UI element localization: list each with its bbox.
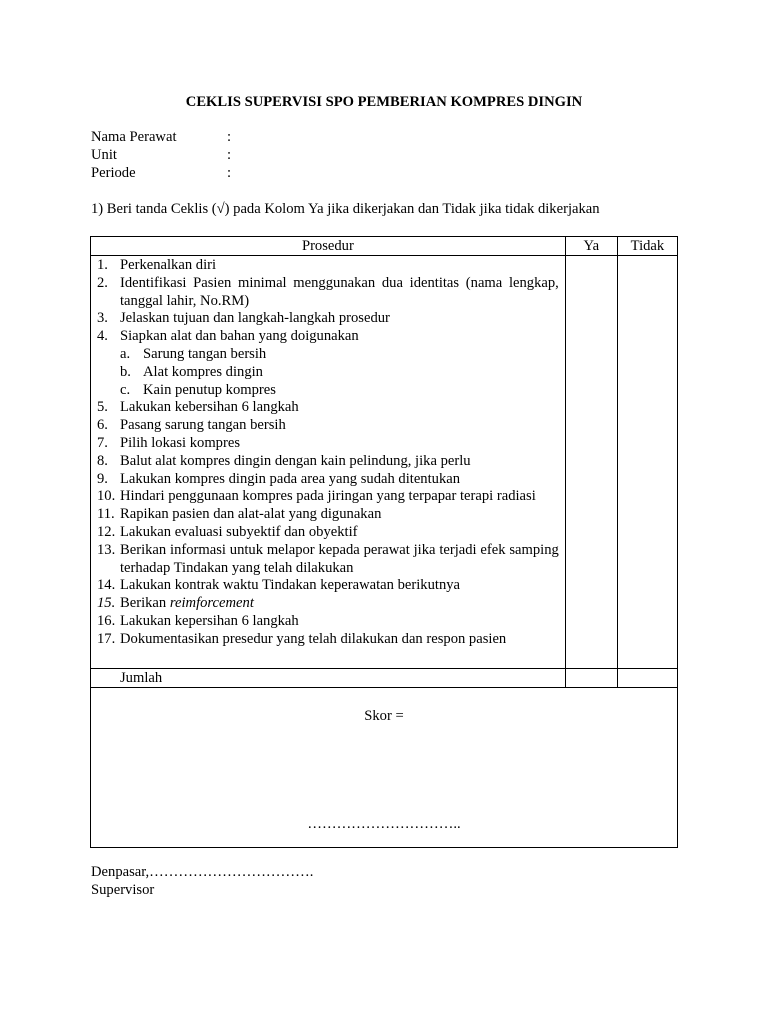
step-text: Rapikan pasien dan alat-alat yang digunakan — [120, 506, 382, 523]
procedure-step — [91, 488, 565, 506]
no-check-cell[interactable] — [617, 256, 677, 669]
step-text: Lakukan kebersihan 6 langkah — [120, 399, 299, 416]
step-number: 7. — [97, 434, 108, 451]
step-text: Sarung tangan bersih — [143, 345, 267, 362]
step-text: Lakukan kepersihan 6 langkah — [120, 612, 299, 629]
score-label: Skor = — [364, 707, 404, 724]
step-number: 14. — [97, 577, 116, 594]
info-separator: : — [227, 147, 232, 163]
procedure-step — [91, 471, 565, 489]
step-text: Dokumentasikan presedur yang telah dilakukan dan respon pasien — [120, 630, 507, 647]
step-text: Identifikasi Pasien minimal menggunakan dua identitas (nama lengkap, tanggal lahir, No.RM) — [120, 274, 559, 309]
step-number: 11. — [97, 506, 115, 523]
procedure-step — [91, 577, 565, 595]
step-text: Pasang sarung tangan bersih — [120, 417, 286, 434]
signature-block — [91, 863, 313, 899]
step-text: Berikan — [120, 595, 170, 612]
score-row — [91, 687, 678, 847]
procedure-step — [91, 310, 565, 328]
step-number: 13. — [97, 541, 116, 558]
procedure-step — [91, 435, 565, 453]
total-yes-cell[interactable] — [565, 668, 617, 687]
procedure-cell — [91, 256, 566, 669]
info-row-unit — [91, 146, 231, 164]
supervisor-label: Supervisor — [91, 882, 155, 898]
step-number: 9. — [97, 470, 108, 487]
info-row-periode — [91, 164, 231, 182]
step-number: b. — [120, 363, 131, 380]
step-text-italic: reimforcement — [169, 595, 254, 612]
step-number: 3. — [97, 310, 108, 327]
step-number: c. — [120, 381, 131, 398]
step-text: Jelaskan tujuan dan langkah-langkah prosedur — [120, 310, 390, 327]
step-number: 8. — [97, 452, 108, 469]
procedure-step — [91, 542, 565, 578]
info-section — [91, 128, 231, 182]
step-text: Balut alat kompres dingin dengan kain pelindung, jika perlu — [120, 452, 471, 469]
step-number: 4. — [97, 328, 108, 345]
total-label: Jumlah — [91, 668, 566, 687]
procedure-step — [91, 613, 565, 631]
step-number: 15. — [97, 595, 116, 612]
header-procedure: Prosedur — [91, 237, 566, 256]
document-title: CEKLIS SUPERVISI SPO PEMBERIAN KOMPRES DINGIN — [185, 94, 583, 110]
step-text: Alat kompres dingin — [143, 363, 263, 380]
procedure-step — [91, 453, 565, 471]
step-text: Pilih lokasi kompres — [120, 434, 240, 451]
step-text: Lakukan kontrak waktu Tindakan keperawatan berikutnya — [120, 577, 461, 594]
procedure-substep — [91, 346, 565, 364]
table-header-row — [91, 237, 678, 256]
instruction-text: 1) Beri tanda Ceklis (√) pada Kolom Ya jika dikerjakan dan Tidak jika tidak dikerjakan — [91, 201, 600, 217]
step-text: Lakukan kompres dingin pada area yang sudah ditentukan — [120, 470, 461, 487]
procedure-step — [91, 595, 565, 613]
procedure-steps-list — [91, 256, 565, 668]
total-row — [91, 668, 678, 687]
info-separator: : — [227, 129, 232, 145]
procedure-row — [91, 256, 678, 669]
procedure-step — [91, 275, 565, 311]
score-signature-line: ………………………….. — [307, 815, 461, 832]
step-number: 16. — [97, 612, 116, 629]
info-separator: : — [227, 165, 232, 181]
procedure-step — [91, 524, 565, 542]
total-no-cell[interactable] — [617, 668, 677, 687]
step-text: Berikan informasi untuk melapor kepada perawat jika terjadi efek samping terhadap Tindakan yang telah dilakukan — [120, 541, 559, 576]
step-number: 12. — [97, 523, 116, 540]
procedure-step — [91, 328, 565, 346]
info-label: Periode — [91, 165, 136, 181]
procedure-step — [91, 257, 565, 275]
info-label: Nama Perawat — [91, 129, 177, 145]
place-date-line: Denpasar,……………………………. — [91, 864, 314, 880]
info-row-nama-perawat — [91, 128, 231, 146]
header-yes: Ya — [565, 237, 617, 256]
step-text: Kain penutup kompres — [143, 381, 276, 398]
step-number: a. — [120, 345, 131, 362]
checklist-table — [90, 236, 678, 848]
procedure-step — [91, 506, 565, 524]
procedure-step — [91, 417, 565, 435]
step-text: Hindari penggunaan kompres pada jiringan yang terpapar terapi radiasi — [120, 488, 536, 505]
info-label: Unit — [91, 147, 117, 163]
step-text: Lakukan evaluasi subyektif dan obyektif — [120, 523, 358, 540]
step-number: 6. — [97, 417, 108, 434]
step-number: 2. — [97, 274, 108, 291]
procedure-step — [91, 631, 565, 649]
step-number: 10. — [97, 488, 116, 505]
procedure-step — [91, 399, 565, 417]
step-number: 1. — [97, 257, 108, 273]
step-text: Siapkan alat dan bahan yang doigunakan — [120, 328, 359, 345]
score-cell — [91, 687, 678, 847]
procedure-substep — [91, 364, 565, 382]
step-number: 5. — [97, 399, 108, 416]
header-no: Tidak — [617, 237, 677, 256]
procedure-substep — [91, 382, 565, 400]
step-text: Perkenalkan diri — [120, 257, 217, 273]
step-number: 17. — [97, 630, 116, 647]
yes-check-cell[interactable] — [565, 256, 617, 669]
